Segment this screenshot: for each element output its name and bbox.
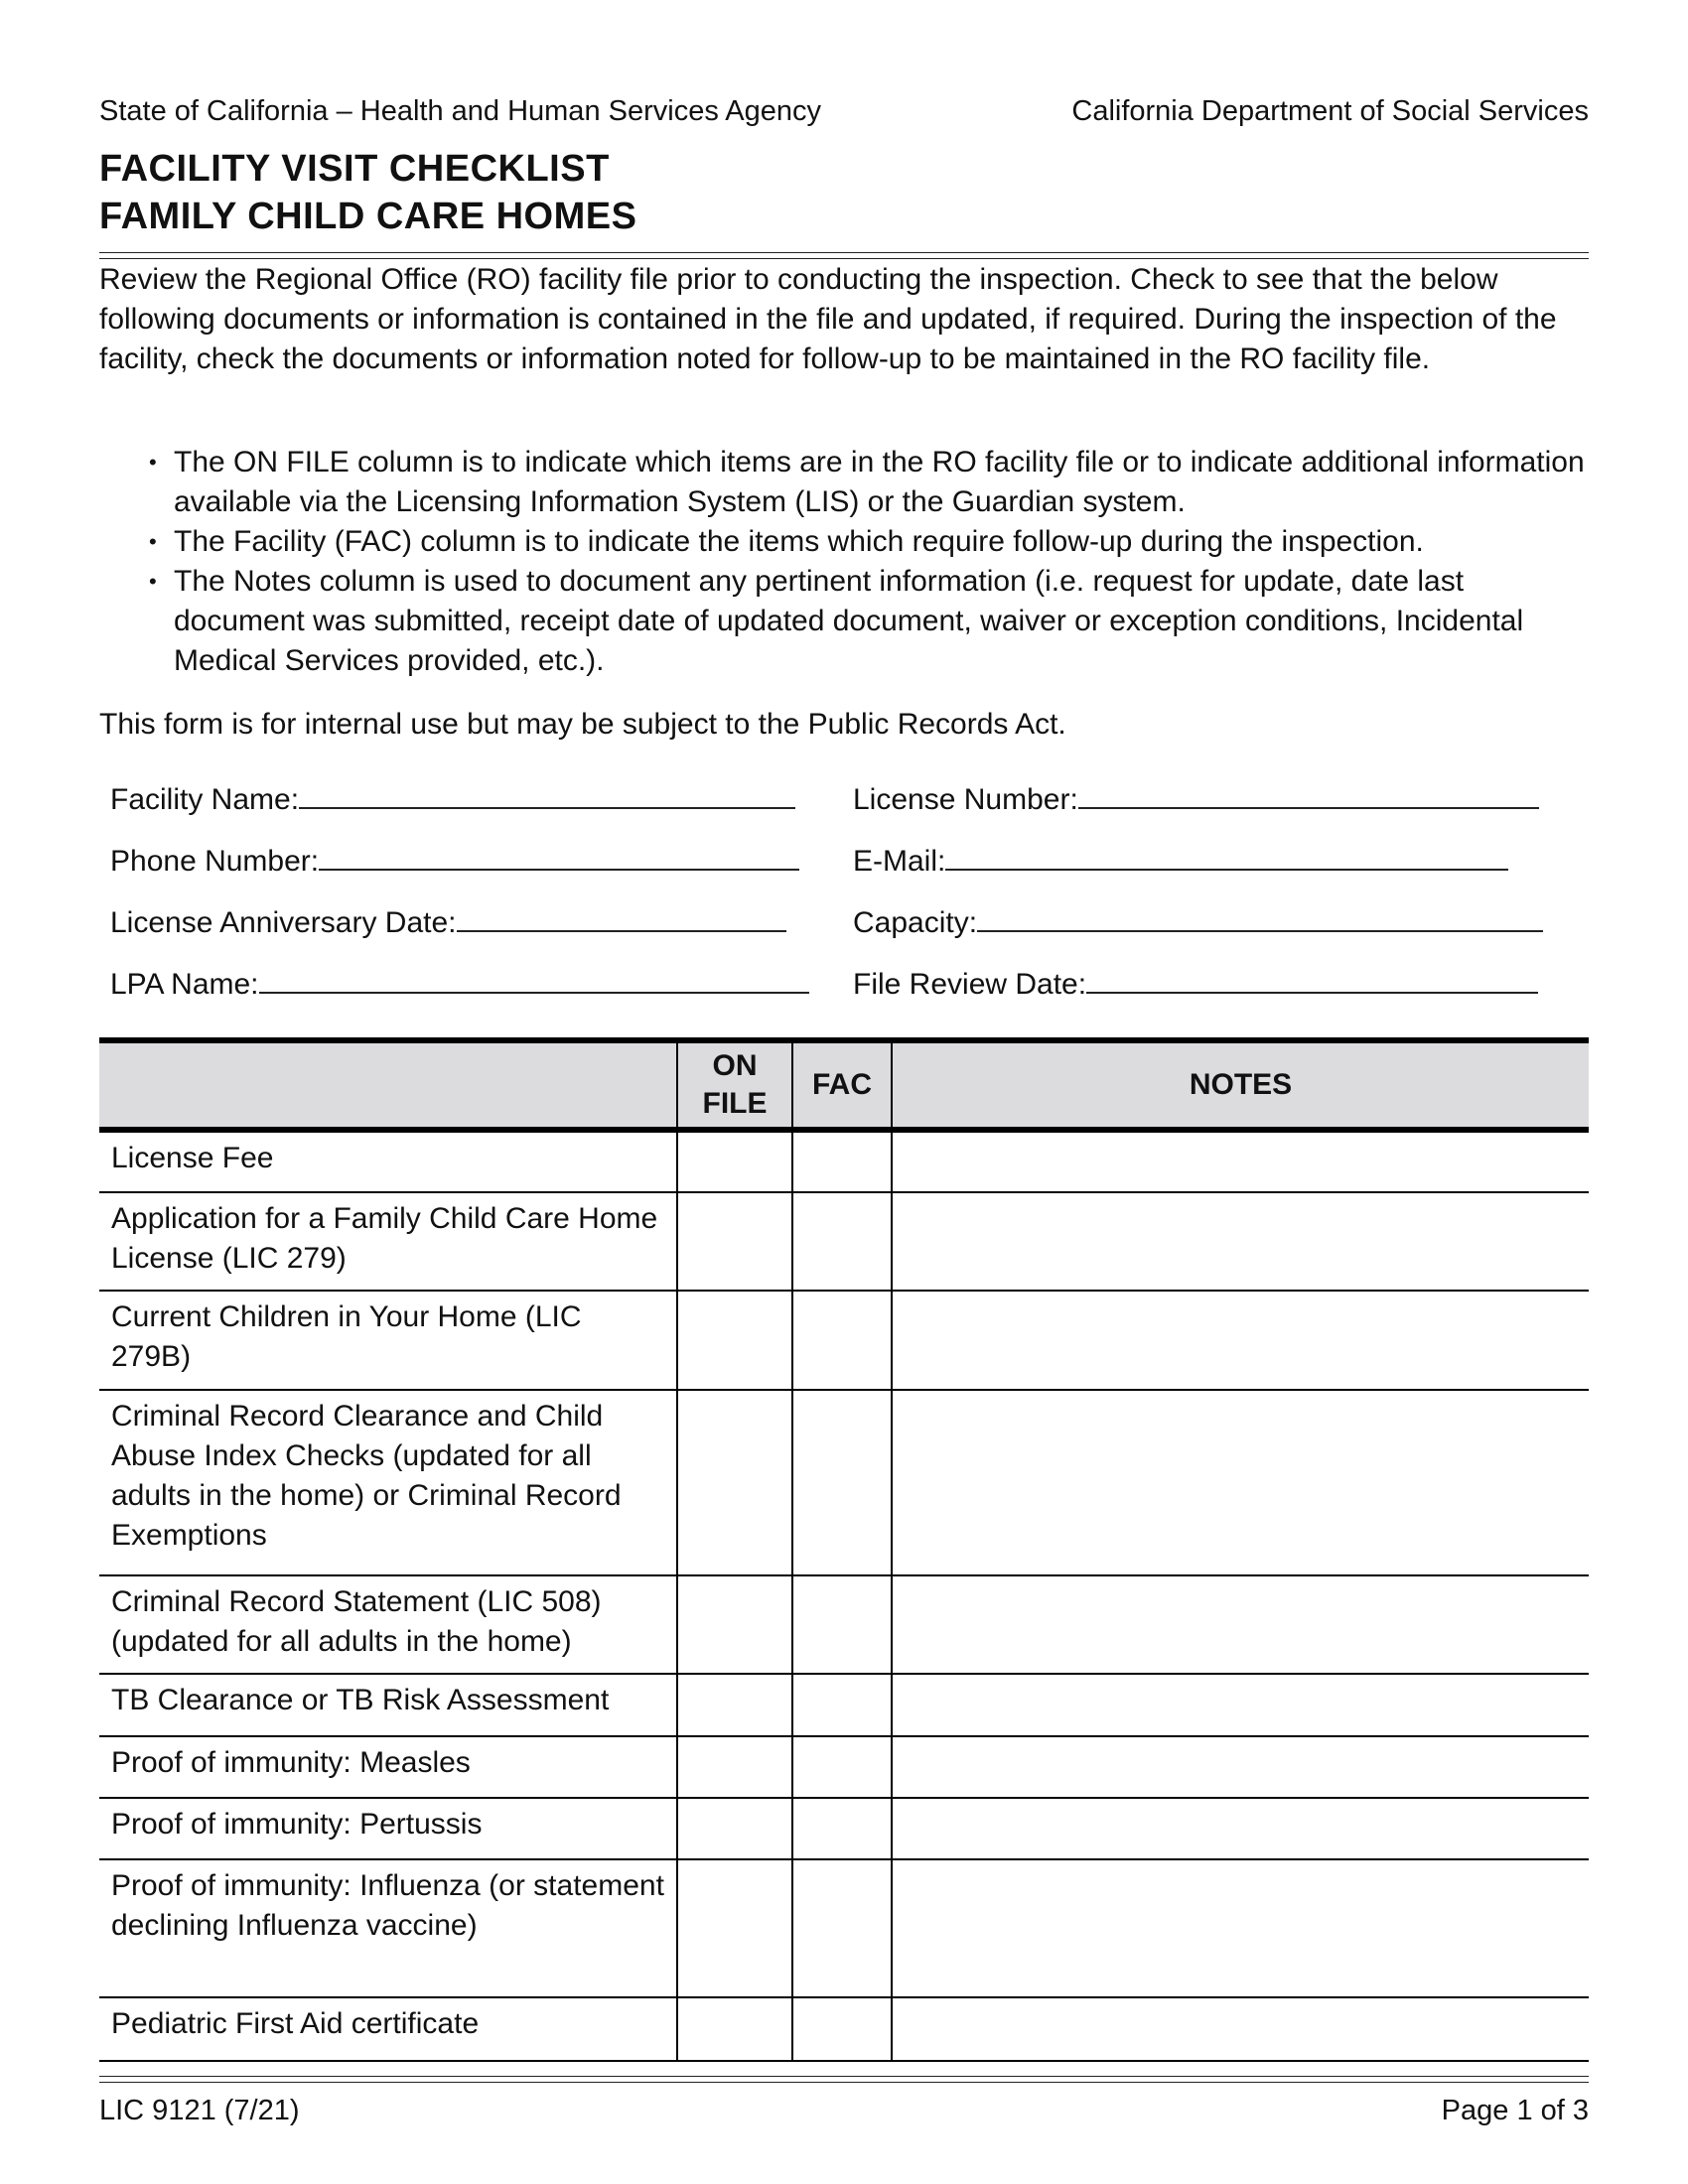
notes-cell[interactable] — [892, 1997, 1589, 2061]
notes-cell[interactable] — [892, 1736, 1589, 1798]
on-file-cell[interactable] — [677, 1192, 792, 1291]
license-anniversary-date-input[interactable] — [457, 904, 786, 932]
checklist-table — [99, 1037, 1589, 2062]
license-number-label: License Number: — [853, 783, 1078, 816]
phone-number-label: Phone Number: — [110, 845, 320, 878]
notes-cell[interactable] — [892, 1859, 1589, 1997]
facility-name-input[interactable] — [299, 781, 795, 809]
table-row — [99, 1575, 1589, 1674]
row-item-label: Pediatric First Aid certificate — [99, 1997, 677, 2061]
form-id: LIC 9121 (7/21) — [99, 2095, 300, 2126]
table-row — [99, 1859, 1589, 1997]
row-item-label: TB Clearance or TB Risk Assessment — [99, 1674, 677, 1736]
facility-name-field[interactable] — [110, 780, 795, 820]
row-item-label: Application for a Family Child Care Home License (LIC 279) — [99, 1192, 677, 1291]
lpa-name-field[interactable] — [110, 965, 809, 1005]
intro-paragraph: Review the Regional Office (RO) facility file prior to conducting the inspection. Check to see that the below following documents or information is contained in the file and updated, if required. During the inspection of the facility, check the documents or information noted for follow-up to be maintained in the RO facility file. — [99, 263, 1557, 375]
instruction-item: • The ON FILE column is to indicate which items are in the RO facility file or to indicate additional information available via the Licensing Information System (LIS) or the Guardian system. — [149, 443, 1599, 522]
capacity-input[interactable] — [977, 904, 1543, 932]
capacity-label: Capacity: — [853, 906, 978, 939]
license-number-input[interactable] — [1078, 781, 1539, 809]
fac-cell[interactable] — [792, 1192, 892, 1291]
row-item-label: Proof of immunity: Pertussis — [99, 1798, 677, 1859]
email-label: E-Mail: — [853, 845, 946, 878]
page-number: Page 1 of 3 — [1441, 2095, 1589, 2126]
on-file-cell[interactable] — [677, 1291, 792, 1390]
row-item-label: Proof of immunity: Influenza (or statement declining Influenza vaccine) — [99, 1859, 677, 1997]
capacity-field[interactable] — [853, 903, 1543, 943]
fac-cell[interactable] — [792, 1291, 892, 1390]
on-file-cell[interactable] — [677, 1390, 792, 1575]
row-item-label: Current Children in Your Home (LIC 279B) — [99, 1291, 677, 1390]
instructions-list — [149, 443, 1599, 681]
email-field[interactable] — [853, 842, 1508, 882]
header-divider — [99, 252, 1589, 259]
table-row — [99, 1192, 1589, 1291]
on-file-cell[interactable] — [677, 1798, 792, 1859]
facility-name-label: Facility Name: — [110, 783, 300, 816]
notes-cell[interactable] — [892, 1192, 1589, 1291]
notes-cell[interactable] — [892, 1390, 1589, 1575]
notes-cell[interactable] — [892, 1575, 1589, 1674]
license-number-field[interactable] — [853, 780, 1539, 820]
table-row — [99, 1291, 1589, 1390]
column-header-item — [99, 1040, 677, 1130]
file-review-date-field[interactable] — [853, 965, 1538, 1005]
table-row — [99, 1798, 1589, 1859]
bullet-icon: • — [149, 569, 157, 594]
file-review-date-input[interactable] — [1086, 966, 1538, 994]
fac-cell[interactable] — [792, 1130, 892, 1192]
row-item-label: Criminal Record Statement (LIC 508) (updated for all adults in the home) — [99, 1575, 677, 1674]
table-row — [99, 1736, 1589, 1798]
fac-cell[interactable] — [792, 1575, 892, 1674]
fac-cell[interactable] — [792, 1390, 892, 1575]
instruction-item: • The Facility (FAC) column is to indicate the items which require follow-up during the inspection. — [149, 522, 1599, 562]
table-row — [99, 1674, 1589, 1736]
agency-name: State of California – Health and Human Services Agency — [99, 95, 822, 127]
column-header-on-file: ON FILE — [677, 1040, 792, 1130]
notes-cell[interactable] — [892, 1798, 1589, 1859]
row-item-label: Criminal Record Clearance and Child Abuse Index Checks (updated for all adults in the home) or Criminal Record Exemptions — [99, 1390, 677, 1575]
notes-cell[interactable] — [892, 1291, 1589, 1390]
table-row — [99, 1997, 1589, 2061]
row-item-label: License Fee — [99, 1130, 677, 1192]
on-file-cell[interactable] — [677, 1575, 792, 1674]
lpa-name-input[interactable] — [259, 966, 809, 994]
footer-divider — [99, 2076, 1589, 2083]
table-header-row — [99, 1040, 1589, 1130]
fac-cell[interactable] — [792, 1859, 892, 1997]
email-input[interactable] — [945, 843, 1508, 871]
bullet-icon: • — [149, 529, 157, 554]
on-file-cell[interactable] — [677, 1674, 792, 1736]
table-row — [99, 1390, 1589, 1575]
phone-number-input[interactable] — [319, 843, 799, 871]
department-name: California Department of Social Services — [1071, 95, 1589, 127]
table-row — [99, 1130, 1589, 1192]
fac-cell[interactable] — [792, 1736, 892, 1798]
row-item-label: Proof of immunity: Measles — [99, 1736, 677, 1798]
column-header-notes: NOTES — [892, 1040, 1589, 1130]
page-title-line1: FACILITY VISIT CHECKLIST — [99, 148, 610, 190]
on-file-cell[interactable] — [677, 1130, 792, 1192]
fac-cell[interactable] — [792, 1674, 892, 1736]
on-file-cell[interactable] — [677, 1997, 792, 2061]
bullet-icon: • — [149, 450, 157, 475]
fac-cell[interactable] — [792, 1798, 892, 1859]
column-header-fac: FAC — [792, 1040, 892, 1130]
notes-cell[interactable] — [892, 1130, 1589, 1192]
public-records-notice: This form is for internal use but may be subject to the Public Records Act. — [99, 708, 1066, 741]
license-anniversary-date-label: License Anniversary Date: — [110, 906, 457, 939]
lpa-name-label: LPA Name: — [110, 968, 259, 1001]
on-file-cell[interactable] — [677, 1859, 792, 1997]
file-review-date-label: File Review Date: — [853, 968, 1087, 1001]
page-title-line2: FAMILY CHILD CARE HOMES — [99, 196, 637, 237]
notes-cell[interactable] — [892, 1674, 1589, 1736]
on-file-cell[interactable] — [677, 1736, 792, 1798]
instruction-item: • The Notes column is used to document any pertinent information (i.e. request for update, date last document was submitted, receipt date of updated document, waiver or exception conditions, Incidental Medical Services provided, etc.). — [149, 562, 1599, 681]
page-title — [99, 145, 636, 240]
fac-cell[interactable] — [792, 1997, 892, 2061]
phone-number-field[interactable] — [110, 842, 799, 882]
license-anniversary-date-field[interactable] — [110, 903, 786, 943]
